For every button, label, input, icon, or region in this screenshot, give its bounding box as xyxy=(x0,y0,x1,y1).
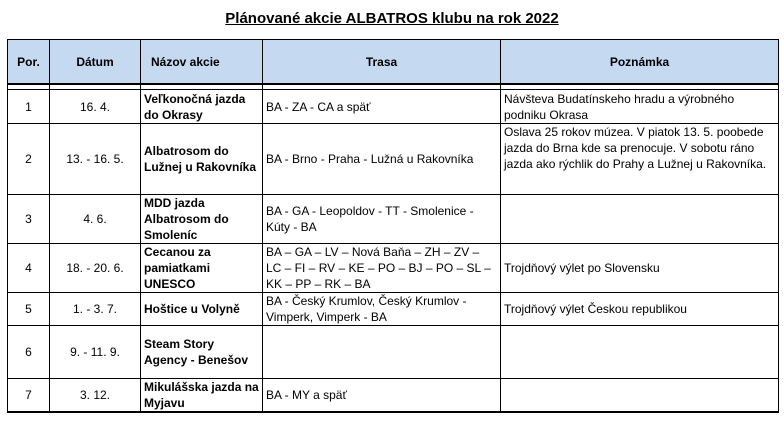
cell-trasa: BA - GA - Leopoldov - TT - Smolenice - Kúty - BA xyxy=(263,195,501,244)
cell-trasa: BA - Český Krumlov, Český Krumlov - Vimperk, Vimperk - BA xyxy=(263,293,501,326)
header-nazov: Názov akcie xyxy=(141,40,263,85)
cell-datum: 3. 12. xyxy=(50,379,141,413)
table-row xyxy=(8,379,779,413)
cell-datum: 9. - 11. 9. xyxy=(50,326,141,379)
header-trasa: Trasa xyxy=(263,40,501,85)
table-row xyxy=(8,90,779,124)
cell-nazov: Mikulášska jazda na Myjavu xyxy=(141,379,263,413)
table-row xyxy=(8,195,779,244)
cell-trasa: BA – GA – LV – Nová Baňa – ZH – ZV – LC – FI – RV – KE – PO – BJ – PO – SL – KK – PP – RK – BA xyxy=(263,244,501,293)
cell-por: 5 xyxy=(8,293,50,326)
cell-por: 3 xyxy=(8,195,50,244)
cell-poznamka xyxy=(501,379,779,413)
cell-trasa: BA - MY a späť xyxy=(263,379,501,413)
cell-datum: 1. - 3. 7. xyxy=(50,293,141,326)
header-poznamka: Poznámka xyxy=(501,40,779,85)
cell-nazov: Steam Story Agency - Benešov xyxy=(141,326,263,379)
events-table xyxy=(7,39,779,413)
cell-datum: 16. 4. xyxy=(50,90,141,124)
table-row xyxy=(8,293,779,326)
cell-poznamka: Návšteva Budatínskeho hradu a výrobného podniku Okrasa xyxy=(501,90,779,124)
cell-por: 7 xyxy=(8,379,50,413)
cell-por: 6 xyxy=(8,326,50,379)
table-row xyxy=(8,244,779,293)
table-row xyxy=(8,124,779,195)
cell-datum: 18. - 20. 6. xyxy=(50,244,141,293)
page-title: Plánované akcie ALBATROS klubu na rok 2022 xyxy=(225,10,559,27)
cell-nazov: Veľkonočná jazda do Okrasy xyxy=(141,90,263,124)
table-row xyxy=(8,326,779,379)
cell-poznamka: Trojdňový výlet Českou republikou xyxy=(501,293,779,326)
cell-nazov: MDD jazda Albatrosom do Smoleníc xyxy=(141,195,263,244)
cell-nazov: Hoštice u Volyně xyxy=(141,293,263,326)
cell-trasa xyxy=(263,326,501,379)
cell-poznamka xyxy=(501,326,779,379)
cell-poznamka: Oslava 25 rokov múzea. V piatok 13. 5. poobede jazda do Brna kde sa prenocuje. V sobotu ráno jazda ako rýchlik do Prahy a Lužnej u Rakovníka. xyxy=(501,124,779,195)
cell-por: 2 xyxy=(8,124,50,195)
cell-nazov: Albatrosom do Lužnej u Rakovníka xyxy=(141,124,263,195)
table-header-row xyxy=(8,40,779,85)
cell-poznamka: Trojdňový výlet po Slovensku xyxy=(501,244,779,293)
header-por: Por. xyxy=(8,40,50,85)
cell-por: 1 xyxy=(8,90,50,124)
cell-datum: 4. 6. xyxy=(50,195,141,244)
cell-trasa: BA - Brno - Praha - Lužná u Rakovníka xyxy=(263,124,501,195)
cell-poznamka xyxy=(501,195,779,244)
cell-nazov: Cecanou za pamiatkami UNESCO xyxy=(141,244,263,293)
cell-por: 4 xyxy=(8,244,50,293)
header-datum: Dátum xyxy=(50,40,141,85)
cell-datum: 13. - 16. 5. xyxy=(50,124,141,195)
cell-trasa: BA - ZA - CA a späť xyxy=(263,90,501,124)
